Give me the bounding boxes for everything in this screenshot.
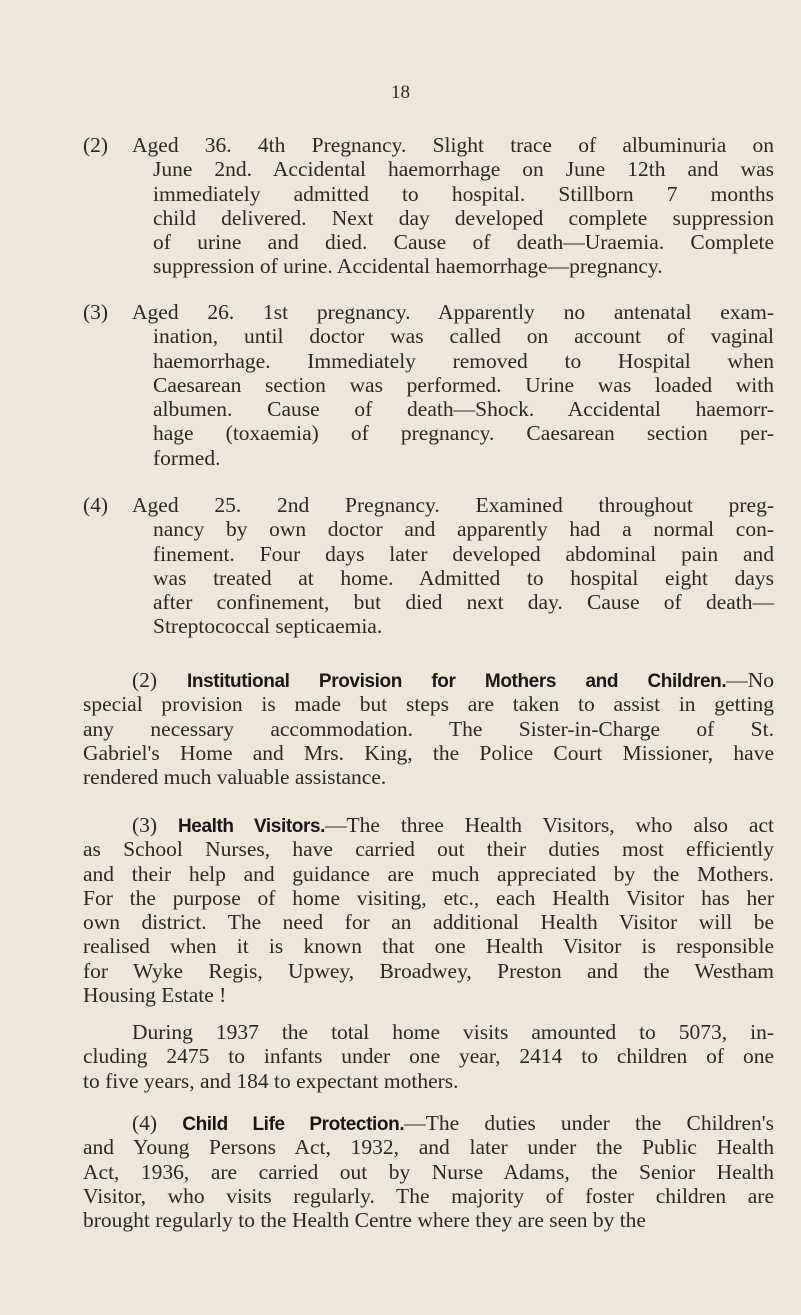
- section-heading: Institutional Provision for Mothers and Children.: [187, 671, 727, 692]
- case-paragraph: [83, 300, 774, 470]
- case-paragraph: [83, 133, 774, 279]
- text-line: Gabriel's Home and Mrs. King, the Police Court Missioner, have: [83, 740, 774, 765]
- text-line: nancy by own doctor and apparently had a normal con-: [153, 517, 774, 542]
- section-number: (3): [132, 813, 158, 837]
- section-heading: Health Visitors.: [177, 816, 326, 837]
- text-line: cluding 2475 to infants under one year, 2414 to children of one: [83, 1044, 774, 1069]
- section-heading: Child Life Protection.: [182, 1114, 405, 1135]
- text-line: special provision is made but steps are taken to assist in getting: [83, 692, 774, 717]
- case-paragraph: [83, 493, 774, 639]
- text-line: and their help and guidance are much appreciated by the Mothers.: [83, 861, 774, 886]
- section-paragraph: [83, 1111, 774, 1232]
- text-line: to five years, and 184 to expectant mothers.: [83, 1068, 459, 1093]
- text-line: haemorrhage. Immediately removed to Hospital when: [153, 348, 774, 373]
- text-line: realised when it is known that one Health Visitor is responsible: [83, 934, 774, 959]
- case-number: (2): [83, 133, 109, 157]
- text-line: own district. The need for an additional Health Visitor will be: [83, 910, 774, 935]
- text-line: was treated at home. Admitted to hospital eight days: [153, 565, 774, 590]
- text-line-first: [83, 813, 774, 837]
- text-line: immediately admitted to hospital. Stillborn 7 months: [153, 181, 774, 206]
- text-run: —The duties under the Children's: [404, 1111, 774, 1135]
- text-line: brought regularly to the Health Centre where they are seen by the: [83, 1208, 646, 1233]
- section-number: (4): [132, 1111, 158, 1135]
- section-paragraph: [83, 813, 774, 1007]
- case-number: (3): [83, 300, 109, 324]
- text-line: June 2nd. Accidental haemorrhage on June 12th and was: [153, 157, 774, 182]
- text-line: For the purpose of home visiting, etc., each Health Visitor has her: [83, 885, 774, 910]
- text-line: formed.: [153, 445, 221, 470]
- text-line: of urine and died. Cause of death—Uraemia. Complete: [153, 230, 774, 255]
- text-line: hage (toxaemia) of pregnancy. Caesarean section per-: [153, 421, 774, 446]
- section-paragraph: [83, 1020, 774, 1093]
- text-line: Caesarean section was performed. Urine was loaded with: [153, 372, 774, 397]
- page-number: 18: [391, 82, 410, 103]
- text-line: ination, until doctor was called on account of vaginal: [153, 324, 774, 349]
- text-line: Housing Estate !: [83, 983, 227, 1008]
- text-run: During 1937 the total home visits amounted to 5073, in-: [132, 1020, 774, 1044]
- text-line: finement. Four days later developed abdominal pain and: [153, 541, 774, 566]
- text-line: Visitor, who visits regularly. The majority of foster children are: [83, 1183, 774, 1208]
- text-line: rendered much valuable assistance.: [83, 765, 387, 790]
- text-run: —The three Health Visitors, who also act: [325, 813, 774, 837]
- text-line-first: [83, 1020, 774, 1044]
- text-line: Aged 26. 1st pregnancy. Apparently no antenatal exam-: [132, 300, 774, 324]
- case-number: (4): [83, 493, 109, 517]
- text-line: any necessary accommodation. The Sister-in-Charge of St.: [83, 716, 774, 741]
- section-number: (2): [132, 668, 158, 692]
- text-line-first: [83, 1111, 774, 1135]
- text-line: albumen. Cause of death—Shock. Accidental haemorr-: [153, 397, 774, 422]
- text-line: Aged 25. 2nd Pregnancy. Examined throughout preg-: [132, 493, 774, 517]
- text-line: as School Nurses, have carried out their duties most efficiently: [83, 837, 774, 862]
- text-line-first: [83, 668, 774, 692]
- text-line: and Young Persons Act, 1932, and later under the Public Health: [83, 1135, 774, 1160]
- text-line: Streptococcal septicaemia.: [153, 614, 383, 639]
- text-line: Aged 36. 4th Pregnancy. Slight trace of albuminuria on: [132, 133, 774, 157]
- text-line: Act, 1936, are carried out by Nurse Adams, the Senior Health: [83, 1159, 774, 1184]
- text-line: child delivered. Next day developed complete suppression: [153, 205, 774, 230]
- text-line: for Wyke Regis, Upwey, Broadwey, Preston and the Westham: [83, 958, 774, 983]
- text-line: suppression of urine. Accidental haemorrhage—pregnancy.: [153, 254, 663, 279]
- section-paragraph: [83, 668, 774, 789]
- text-line: after confinement, but died next day. Cause of death—: [153, 590, 774, 615]
- text-run: —No: [726, 668, 774, 692]
